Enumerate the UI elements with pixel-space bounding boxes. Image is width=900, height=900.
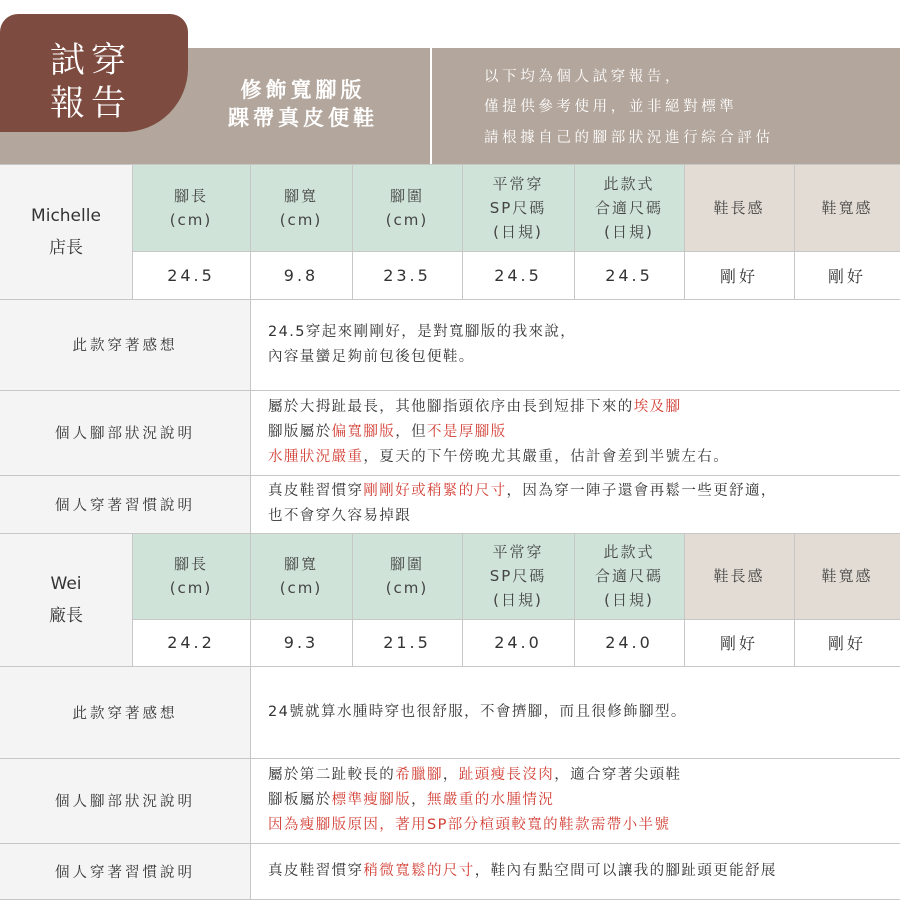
- column-header-line: 平常穿: [492, 543, 544, 561]
- grid-line: [0, 758, 900, 759]
- measurement-value-text: 24.5: [494, 265, 542, 285]
- description-text: ，但: [395, 424, 428, 440]
- column-header-line: (cm): [169, 210, 213, 229]
- measurement-value-text: 9.8: [283, 265, 319, 285]
- measurement-value: [574, 251, 684, 299]
- grid-line: [250, 666, 251, 900]
- measurement-value-text: 剛好: [719, 266, 758, 286]
- highlight-text: 水腫狀況嚴重: [268, 449, 364, 465]
- column-header-usual-size: [462, 533, 574, 619]
- column-header-line: 腳圍: [389, 186, 424, 205]
- measurement-value: [574, 619, 684, 666]
- column-header-line: 鞋長感: [713, 198, 765, 217]
- grid-line: [0, 164, 900, 165]
- grid-line: [574, 533, 575, 666]
- description-text: ，適合穿著尖頭鞋: [554, 767, 682, 783]
- column-header-line: 平常穿: [492, 174, 544, 193]
- disclaimer-notes: [434, 48, 900, 164]
- row-label-text: 此款穿著感想: [72, 338, 178, 354]
- description-text: 24.5穿起來剛剛好，是對寬腳版的我來說，: [268, 324, 577, 340]
- column-header-line: (日規): [604, 222, 654, 241]
- description-text: ，鞋內有點空間可以讓我的腳趾頭更能舒展: [474, 863, 777, 879]
- column-header-width-feel: [794, 164, 900, 251]
- measurement-value: [684, 251, 794, 299]
- highlight-text: 趾頭瘦長沒肉: [458, 767, 555, 783]
- column-header-label: [821, 564, 872, 588]
- column-header-length-feel: [684, 533, 794, 619]
- description-line: [268, 395, 729, 420]
- product-title-line-2: 踝帶真皮便鞋: [228, 106, 378, 130]
- row-label-foot-condition: [0, 390, 250, 475]
- column-header-foot-girth: [352, 164, 462, 251]
- reviewer-name-cell: [0, 533, 132, 666]
- column-header-line: (日規): [493, 591, 543, 609]
- row-label-impression: [0, 299, 250, 390]
- description-line: [268, 859, 777, 884]
- column-header-line: 鞋寬感: [821, 567, 873, 585]
- measurement-value: [132, 251, 250, 299]
- description-text: 也不會穿久容易掉跟: [268, 508, 412, 524]
- column-header-line: 鞋寬感: [821, 198, 873, 217]
- badge-line-2: 報告: [50, 84, 133, 124]
- highlight-text: 剛剛好或稍緊的尺寸: [363, 483, 507, 499]
- column-header-foot-girth: [352, 533, 462, 619]
- column-header-foot-length: [132, 164, 250, 251]
- column-header-label: [490, 540, 547, 612]
- measurement-value-text: 剛好: [827, 634, 866, 653]
- measurement-value: [462, 619, 574, 666]
- grid-line: [132, 251, 900, 252]
- measurement-value-text: 24.0: [605, 633, 653, 652]
- description-line: [268, 320, 576, 345]
- measurement-value: [352, 619, 462, 666]
- description-text: ，夏天的下午傍晚尤其嚴重，估計會差到半號左右。: [363, 449, 730, 465]
- measurement-value-text: 24.5: [167, 265, 215, 285]
- description-text: ，: [442, 767, 459, 783]
- column-header-label: [595, 540, 663, 612]
- grid-line: [794, 164, 795, 299]
- measurement-value: [352, 251, 462, 299]
- highlight-text: 偏寬腳版: [331, 424, 396, 440]
- measurement-value: [794, 251, 900, 299]
- description-line: [268, 345, 576, 370]
- column-header-label: [386, 184, 429, 232]
- column-header-length-feel: [684, 164, 794, 251]
- grid-line: [0, 843, 900, 844]
- description-line: [268, 813, 681, 838]
- description-text: ，: [411, 792, 428, 808]
- description-text: 腳版屬於: [268, 424, 332, 440]
- column-header-label: [821, 196, 872, 220]
- measurement-value: [462, 251, 574, 299]
- product-title: [182, 76, 424, 132]
- column-header-line: (cm): [279, 579, 323, 597]
- column-header-label: [713, 564, 764, 588]
- row-label-wearing-habit: [0, 843, 250, 900]
- disclaimer-line-1: 以下均為個人試穿報告，: [484, 69, 684, 85]
- grid-line: [250, 164, 251, 299]
- description-line: [268, 420, 729, 445]
- highlight-text: 不是厚腳版: [427, 424, 507, 440]
- header-divider: [430, 48, 432, 164]
- column-header-line: 合適尺碼: [594, 567, 663, 585]
- column-header-line: 鞋長感: [713, 567, 765, 585]
- grid-line: [352, 533, 353, 666]
- measurement-value-text: 24.5: [605, 265, 653, 285]
- column-header-label: [386, 552, 429, 600]
- column-header-foot-width: [250, 164, 352, 251]
- column-header-line: (cm): [279, 210, 323, 229]
- reviewer-name-text: Michelle: [31, 205, 101, 226]
- description-text: 腳板屬於: [268, 792, 332, 808]
- measurement-value-text: 24.0: [494, 633, 542, 652]
- column-header-label: [713, 196, 764, 220]
- row-label-text: 個人穿著習慣說明: [55, 497, 195, 514]
- row-label-impression: [0, 666, 250, 758]
- measurement-value-text: 24.2: [167, 633, 215, 652]
- row-label-wearing-habit: [0, 475, 250, 533]
- report-badge: [0, 14, 188, 132]
- highlight-text: 無嚴重的水腫情況: [427, 792, 555, 808]
- measurement-value: [794, 619, 900, 666]
- column-header-label: [280, 184, 323, 232]
- column-header-line: SP尺碼: [489, 567, 547, 585]
- reviewer-name: [49, 568, 83, 632]
- column-header-line: SP尺碼: [489, 198, 547, 217]
- row-description-wearing-habit: [268, 479, 777, 529]
- column-header-foot-width: [250, 533, 352, 619]
- grid-line: [794, 533, 795, 666]
- description-text: ，因為穿一陣子還會再鬆一些更舒適，: [506, 483, 777, 499]
- grid-line: [132, 164, 133, 299]
- reviewer-name-cell: [0, 164, 132, 299]
- product-title-line-1: 修飾寬腳版: [240, 78, 366, 102]
- row-label-foot-condition: [0, 758, 250, 843]
- grid-line: [250, 299, 251, 533]
- column-header-line: 腳寬: [283, 186, 318, 205]
- reviewer-role: 廠長: [49, 605, 83, 626]
- grid-line: [462, 533, 463, 666]
- description-line: [268, 479, 777, 504]
- measurement-value-text: 剛好: [827, 266, 866, 286]
- highlight-text: 稍微寬鬆的尺寸: [363, 863, 475, 879]
- column-header-line: 腳寬: [283, 555, 318, 573]
- column-header-fit-size: [574, 533, 684, 619]
- measurement-value: [250, 251, 352, 299]
- row-description-wearing-habit: [268, 859, 777, 884]
- row-label-text: 個人腳部狀況說明: [55, 426, 195, 442]
- column-header-usual-size: [462, 164, 574, 251]
- highlight-text: 希臘腳: [395, 767, 443, 783]
- column-header-label: [490, 172, 547, 244]
- reviewer-name-text: Wei: [50, 573, 82, 594]
- grid-line: [0, 533, 900, 534]
- description-line: [268, 788, 681, 813]
- description-text: 真皮鞋習慣穿: [268, 863, 364, 879]
- description-text: 內容量蠻足夠前包後包便鞋。: [268, 349, 475, 365]
- description-line: [268, 763, 681, 788]
- reviewer-name: [31, 200, 101, 264]
- column-header-line: (cm): [169, 579, 213, 597]
- grid-line: [250, 533, 251, 666]
- column-header-line: (cm): [385, 579, 429, 597]
- column-header-line: 此款式: [603, 174, 655, 193]
- measurement-value-text: 剛好: [719, 634, 758, 653]
- column-header-line: (日規): [604, 591, 654, 609]
- column-header-fit-size: [574, 164, 684, 251]
- column-header-label: [595, 172, 663, 244]
- disclaimer-line-2: 僅提供參考使用，並非絕對標準: [484, 99, 738, 115]
- measurement-value: [684, 619, 794, 666]
- row-description-impression: [268, 700, 687, 725]
- grid-line: [0, 666, 900, 667]
- column-header-line: (日規): [493, 222, 543, 241]
- measurement-value-text: 9.3: [283, 633, 319, 652]
- column-header-width-feel: [794, 533, 900, 619]
- description-text: 屬於大拇趾最長，其他腳指頭依序由長到短排下來的: [268, 399, 634, 415]
- measurement-value: [132, 619, 250, 666]
- column-header-label: [280, 552, 323, 600]
- row-label-text: 此款穿著感想: [72, 705, 178, 722]
- badge-line-1: 試穿: [50, 41, 133, 81]
- grid-line: [132, 533, 133, 666]
- measurement-value-text: 21.5: [383, 633, 431, 652]
- grid-line: [574, 164, 575, 299]
- column-header-foot-length: [132, 533, 250, 619]
- highlight-text: 標準瘦腳版: [331, 792, 412, 808]
- description-line: [268, 700, 687, 725]
- description-text: 真皮鞋習慣穿: [268, 483, 364, 499]
- grid-line: [684, 533, 685, 666]
- row-label-text: 個人腳部狀況說明: [55, 794, 195, 810]
- measurement-value: [250, 619, 352, 666]
- column-header-label: [170, 552, 213, 600]
- column-header-label: [170, 184, 213, 232]
- grid-line: [684, 164, 685, 299]
- column-header-line: 腳長: [173, 555, 208, 573]
- row-description-foot-condition: [268, 763, 681, 838]
- row-description-impression: [268, 320, 576, 370]
- measurement-value-text: 23.5: [383, 265, 431, 285]
- row-description-foot-condition: [268, 395, 729, 470]
- reviewer-role: 店長: [48, 237, 83, 258]
- column-header-line: 腳長: [173, 186, 208, 205]
- grid-line: [462, 164, 463, 299]
- grid-line: [0, 390, 900, 391]
- description-line: [268, 445, 729, 470]
- column-header-line: 合適尺碼: [594, 198, 663, 217]
- description-line: [268, 504, 777, 529]
- grid-line: [0, 299, 900, 300]
- highlight-text: 埃及腳: [633, 399, 682, 415]
- grid-line: [0, 475, 900, 476]
- column-header-line: (cm): [385, 210, 429, 229]
- row-label-text: 個人穿著習慣說明: [55, 865, 195, 881]
- disclaimer-line-3: 請根據自己的腳部狀況進行綜合評估: [484, 130, 774, 146]
- description-text: 24號就算水腫時穿也很舒服，不會擠腳，而且很修飾腳型。: [268, 704, 687, 720]
- grid-line: [352, 164, 353, 299]
- highlight-text: 因為瘦腳版原因，著用SP部分楦頭較寬的鞋款需帶小半號: [268, 817, 671, 833]
- grid-line: [132, 619, 900, 620]
- column-header-line: 腳圍: [389, 555, 424, 573]
- description-text: 屬於第二趾較長的: [268, 767, 396, 783]
- column-header-line: 此款式: [603, 543, 655, 561]
